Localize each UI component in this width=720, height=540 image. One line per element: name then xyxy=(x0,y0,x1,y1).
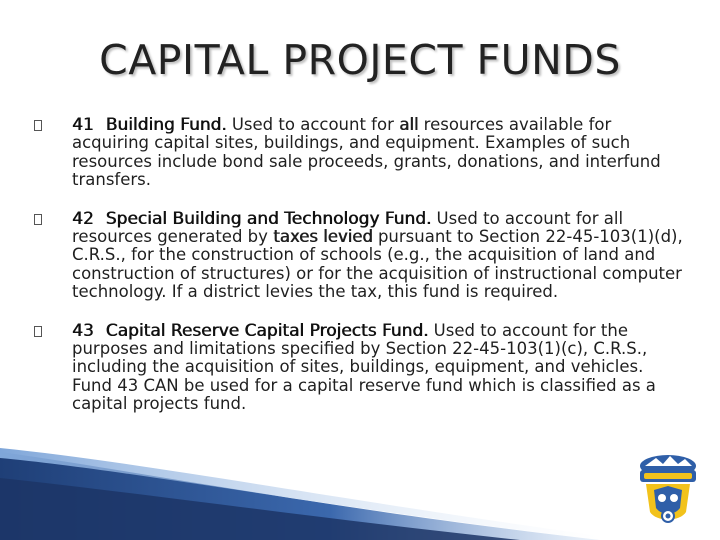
fund-name: Building Fund. xyxy=(105,115,227,135)
bullet-list xyxy=(34,116,684,434)
fund-description: Used to account for the purposes and limitations specified by Section 22-45-103(1)(c), C.R.S., including the acquisition of sites, buildings, equipment, and vehicles. Fund 43 CAN be used for a capital reserve fund which is classified as a capital projects fund. xyxy=(72,320,656,414)
fund-description: Used to account for all resources generated by xyxy=(72,208,624,247)
bullet-marker-icon xyxy=(34,326,42,337)
fund-code: 43 xyxy=(72,320,94,341)
decorative-swoosh xyxy=(0,448,600,540)
fund-description-continued: pursuant to Section 22-45-103(1)(d), C.R.S., for the construction of schools (e.g., the acquisition of land and construction of structures) or for the acquisition of instructional computer technology. If a district levies the tax, this fund is required. xyxy=(72,227,683,302)
bullet-item-fund-42 xyxy=(34,210,684,302)
page-title: CAPITAL PROJECT FUNDS xyxy=(99,36,621,84)
bullet-item-fund-43 xyxy=(34,322,684,414)
bullet-marker-icon xyxy=(34,214,42,225)
emphasis-text: all xyxy=(399,115,419,134)
fund-description: Used to account for xyxy=(226,115,400,134)
fund-name: Special Building and Technology Fund. xyxy=(105,208,432,229)
bullet-marker-icon xyxy=(34,120,42,131)
fund-name: Capital Reserve Capital Projects Fund. xyxy=(105,320,429,341)
emphasis-text: taxes levied xyxy=(273,227,373,247)
fund-description-continued: resources available for acquiring capital sites, buildings, and equipment. Examples of such resources include bond sale proceeds, grants, donations, and interfund transfers. xyxy=(72,115,661,190)
bullet-item-fund-41 xyxy=(34,116,684,190)
fund-code: 41 xyxy=(72,115,94,135)
fund-code: 42 xyxy=(72,208,94,229)
organization-logo-icon xyxy=(636,452,700,526)
